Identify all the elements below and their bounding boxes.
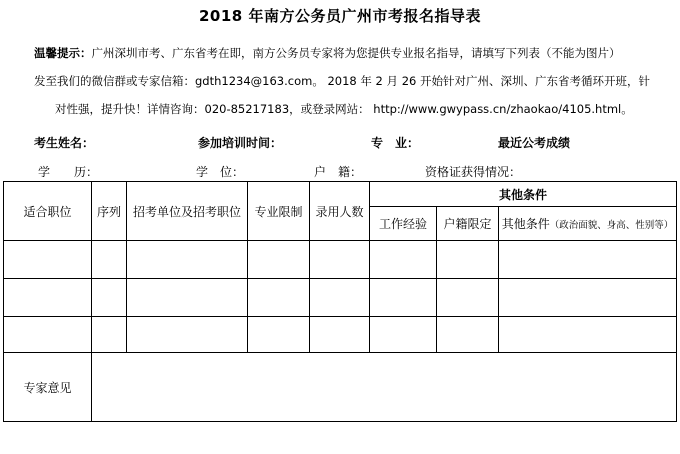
- name-field-label: 考生姓名：: [34, 136, 95, 150]
- education-field-label: 学 历：: [38, 165, 99, 179]
- major-field-label: 专 业：: [371, 136, 420, 150]
- header-major-limit: 专业限制: [248, 182, 310, 241]
- table-cell[interactable]: [4, 317, 92, 353]
- header-work-experience: 工作经验: [370, 207, 437, 241]
- recent-score-field-label: 最近公考成绩: [498, 136, 571, 150]
- header-other-detail-label: 其他条件: [501, 217, 550, 231]
- table-cell[interactable]: [248, 241, 310, 279]
- table-cell[interactable]: [499, 317, 677, 353]
- table-cell[interactable]: [92, 241, 127, 279]
- header-position: 适合职位: [4, 182, 92, 241]
- header-household-limit: 户籍限定: [437, 207, 499, 241]
- table-cell[interactable]: [4, 279, 92, 317]
- table-cell[interactable]: [310, 279, 370, 317]
- table-cell[interactable]: [127, 241, 248, 279]
- header-seq: 序列: [92, 182, 127, 241]
- table-cell[interactable]: [437, 317, 499, 353]
- header-other-conditions: 其他条件: [370, 182, 677, 207]
- header-hire-count: 录用人数: [310, 182, 370, 241]
- notice-line-2: 发至我们的微信群或专家信箱：gdth1234@163.com。 2018 年 2 月 26 开始针对广州、深圳、广东省考循环开班，针: [34, 74, 650, 88]
- table-cell[interactable]: [248, 317, 310, 353]
- table-cell[interactable]: [437, 241, 499, 279]
- table-cell[interactable]: [248, 279, 310, 317]
- expert-opinion-field[interactable]: [92, 353, 677, 422]
- table-row: [4, 279, 677, 317]
- table-cell[interactable]: [92, 279, 127, 317]
- page-title: 2018 年南方公务员广州市考报名指导表: [199, 7, 481, 25]
- header-other-detail: [499, 207, 677, 241]
- training-time-field-label: 参加培训时间：: [198, 136, 283, 150]
- household-field-label: 户 籍：: [314, 165, 363, 179]
- expert-opinion-label: 专家意见: [4, 353, 92, 422]
- table-cell[interactable]: [92, 317, 127, 353]
- notice-line-3: 对性强，提升快！详情咨询：020-85217183，或登录网站： http://www.gwypass.cn/zhaokao/4105.html。: [55, 102, 633, 116]
- table-cell[interactable]: [370, 241, 437, 279]
- table-row: [4, 317, 677, 353]
- table-cell[interactable]: [127, 279, 248, 317]
- degree-field-label: 学 位：: [196, 165, 245, 179]
- table-cell[interactable]: [370, 317, 437, 353]
- header-other-detail-note: （政治面貌、身高、性别等）: [549, 220, 674, 231]
- table-cell[interactable]: [370, 279, 437, 317]
- certificates-field-label: 资格证获得情况：: [425, 165, 522, 179]
- header-unit: 招考单位及招考职位: [127, 182, 248, 241]
- table-row: [4, 241, 677, 279]
- notice-text-1: 广州深圳市考、广东省考在即，南方公务员专家将为您提供专业报名指导，请填写下列表（不能为图片）: [91, 46, 621, 60]
- table-cell[interactable]: [499, 241, 677, 279]
- notice-line-1: [34, 45, 621, 61]
- application-table: [3, 181, 677, 422]
- table-cell[interactable]: [310, 317, 370, 353]
- table-cell[interactable]: [437, 279, 499, 317]
- table-cell[interactable]: [310, 241, 370, 279]
- expert-opinion-row: [4, 353, 677, 422]
- table-cell[interactable]: [127, 317, 248, 353]
- table-cell[interactable]: [4, 241, 92, 279]
- notice-label: 温馨提示：: [34, 46, 92, 60]
- table-cell[interactable]: [499, 279, 677, 317]
